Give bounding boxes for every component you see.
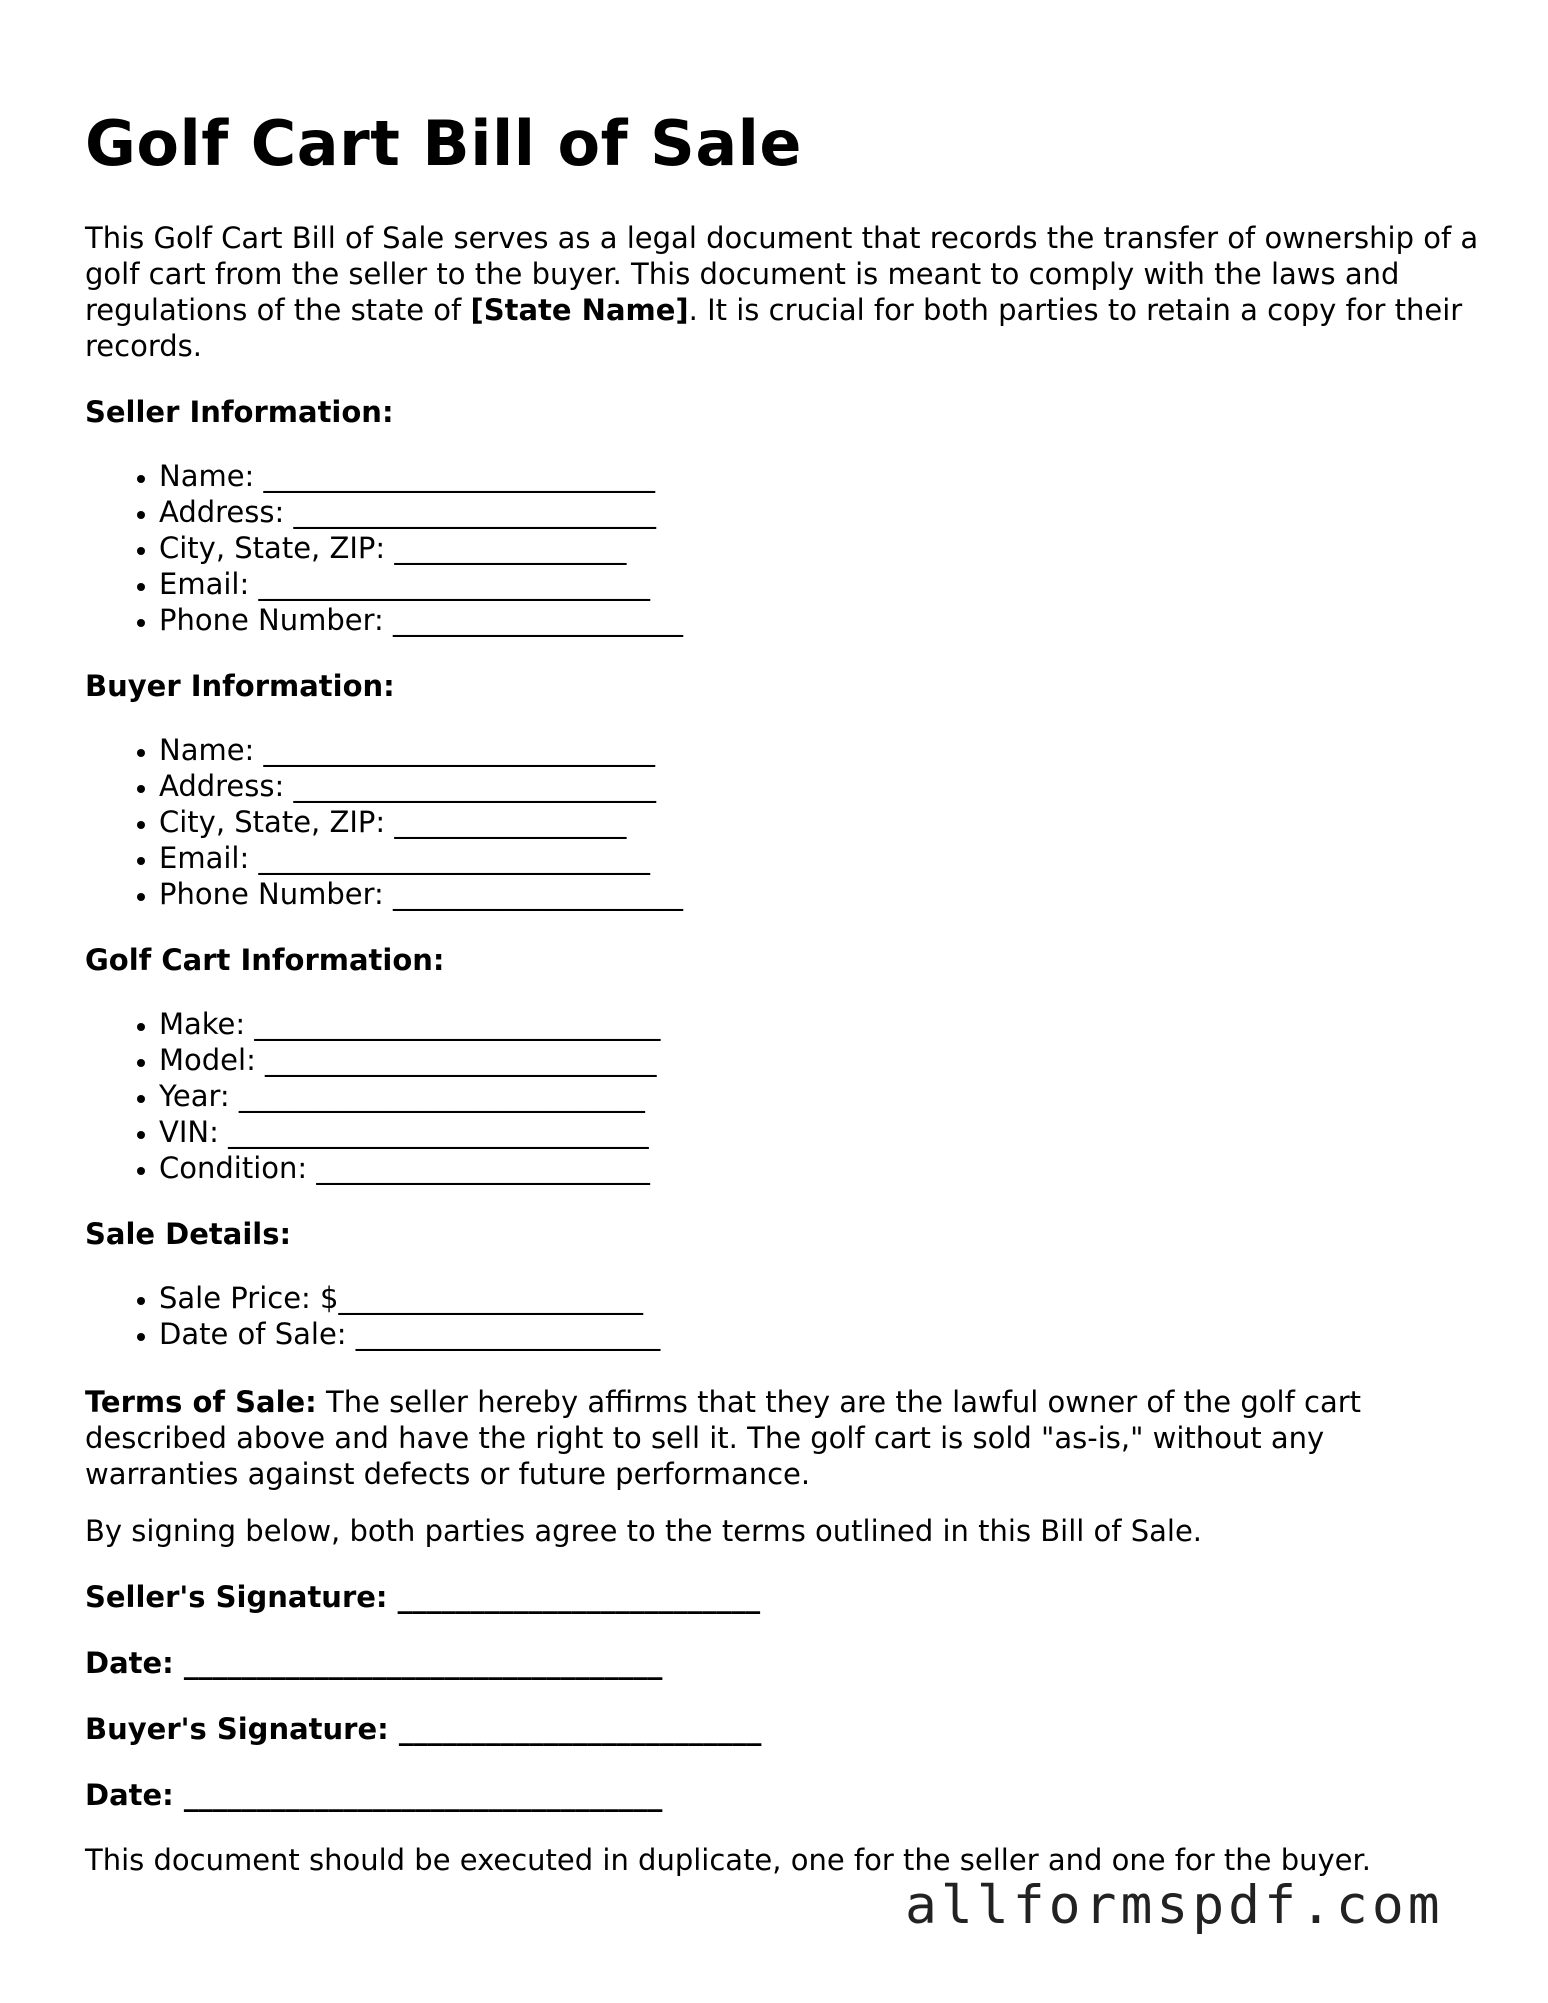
cart-fields: [85, 1006, 660, 1186]
sale-heading: Sale Details:: [85, 1217, 292, 1251]
seller-city-state-zip-field[interactable]: • City, State, ZIP: ________________: [159, 530, 683, 566]
document-title: Golf Cart Bill of Sale: [85, 107, 802, 180]
seller-email-field[interactable]: • Email: ___________________________: [159, 566, 683, 602]
seller-heading: Seller Information:: [85, 395, 394, 429]
seller-date-field[interactable]: Date: _________________________________: [85, 1646, 663, 1680]
seller-name-field[interactable]: • Name: ___________________________: [159, 458, 683, 494]
state-name-placeholder: [State Name]: [470, 293, 689, 327]
sale-fields: [85, 1280, 660, 1352]
sale-price-field[interactable]: • Sale Price: $_____________________: [159, 1280, 660, 1316]
seller-phone-field[interactable]: • Phone Number: ____________________: [159, 602, 683, 638]
seller-fields: [85, 458, 683, 638]
cart-make-field[interactable]: • Make: ____________________________: [159, 1006, 660, 1042]
cart-vin-field[interactable]: • VIN: _____________________________: [159, 1114, 660, 1150]
buyer-date-field[interactable]: Date: _________________________________: [85, 1778, 663, 1812]
closing-text: This document should be executed in duplicate, one for the seller and one for the buyer.: [85, 1843, 1371, 1877]
intro-paragraph: [85, 220, 1485, 364]
intro-text-after: . It is crucial for both parties to retain a copy for their records.: [85, 293, 1463, 363]
agreement-text: By signing below, both parties agree to the terms outlined in this Bill of Sale.: [85, 1514, 1203, 1548]
buyer-city-state-zip-field[interactable]: • City, State, ZIP: ________________: [159, 804, 683, 840]
cart-model-field[interactable]: • Model: ___________________________: [159, 1042, 660, 1078]
terms-text: The seller hereby affirms that they are the lawful owner of the golf cart described above and have the right to sell it. The golf cart is sold "as-is," without any warranties against defects or future performance.: [85, 1385, 1362, 1491]
cart-year-field[interactable]: • Year: ____________________________: [159, 1078, 660, 1114]
buyer-address-field[interactable]: • Address: _________________________: [159, 768, 683, 804]
buyer-heading: Buyer Information:: [85, 669, 395, 703]
intro-text-before: This Golf Cart Bill of Sale serves as a legal document that records the transfer of ownership of a golf cart from the seller to the buyer. This document is meant to comply with the laws and regulations of the state of: [85, 221, 1479, 327]
buyer-fields: [85, 732, 683, 912]
seller-address-field[interactable]: • Address: _________________________: [159, 494, 683, 530]
buyer-name-field[interactable]: • Name: ___________________________: [159, 732, 683, 768]
terms-paragraph: [85, 1384, 1485, 1492]
buyer-phone-field[interactable]: • Phone Number: ____________________: [159, 876, 683, 912]
seller-signature-field[interactable]: Seller's Signature: _________________________: [85, 1580, 761, 1614]
watermark-logo: allformspdf.com: [905, 1875, 1444, 1936]
sale-date-field[interactable]: • Date of Sale: _____________________: [159, 1316, 660, 1352]
buyer-signature-field[interactable]: Buyer's Signature: _________________________: [85, 1712, 762, 1746]
terms-label: Terms of Sale:: [85, 1385, 317, 1419]
cart-heading: Golf Cart Information:: [85, 943, 445, 977]
buyer-email-field[interactable]: • Email: ___________________________: [159, 840, 683, 876]
cart-condition-field[interactable]: • Condition: _______________________: [159, 1150, 660, 1186]
